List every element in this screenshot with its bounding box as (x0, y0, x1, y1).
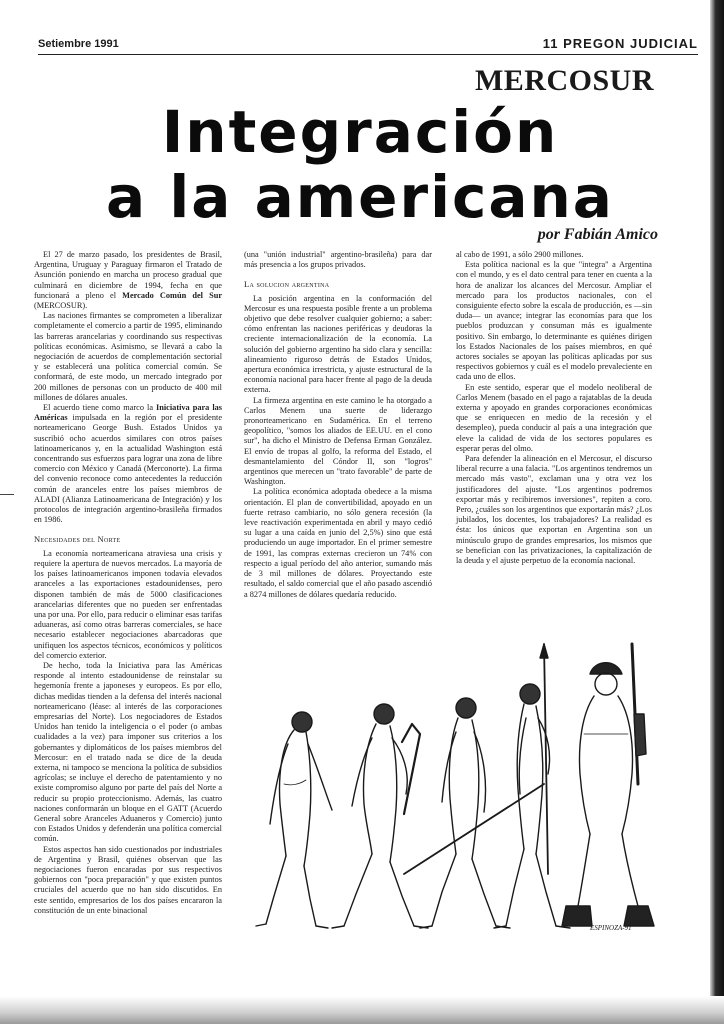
text: El 27 de marzo pasado, los presidentes de Brasil, Argentina, Uruguay y Paraguay firmaron el Tratado de Asunción poniendo en marcha un proceso gradual que culminará en diciembre de 1994, fecha en que funcionará a pleno el (34, 250, 222, 300)
page-header (38, 36, 698, 55)
figure-hominid-2 (332, 704, 428, 928)
headline-line-1: Integración (161, 98, 559, 166)
margin-mark (0, 494, 14, 495)
paragraph: Estos aspectos han sido cuestionados por industriales de Argentina y Brasil, quiénes observan que las negociaciones fueron encaradas por sus respectivos gobiernos con "poca preparación" y que existen puntos cruciales del acuerdo que no han sido discutidos. En este sentido, empresarios de los dos países encararon la constitución de un ente binacional (34, 844, 222, 915)
article-column-2 (244, 250, 432, 600)
paragraph: La economía norteamericana atraviesa una crisis y requiere la apertura de nuevos mercados. La mayoría de los países latinoamericanos imponen todavía elevados aranceles a las exportaciones estadounidenses, pero disponen también de más de 5000 clasificaciones arancelarias diferentes que no pueden ser enfrentadas una por una. Por ello, para reducir o eliminar esas tarifas aduaneras, así como otras barreras comerciales, se hace necesario establecer negociaciones abarcadoras que unifiquen los aspectos técnicos, económicos y políticos del comercio exterior. (34, 548, 222, 660)
subheading: Necesidades del Norte (34, 534, 121, 545)
article-column-3 (456, 250, 652, 566)
subheading: La solucion argentina (244, 279, 330, 290)
byline: por Fabián Amico (537, 226, 658, 243)
article-column-1 (34, 250, 222, 916)
paragraph (34, 403, 222, 525)
figure-hominid-4 (494, 644, 570, 928)
paragraph: Para defender la alineación en el Mercosur, el discurso liberal recurre a una falacia. "Los argentinos tendremos un mercado más vasto", exclaman una y otra vez los justificadores del ajuste. "Los argentinos podremos exportar más y recibiremos inversiones", repiten a coro. Pero, ¿cuáles son los argentinos que exportarán más? ¿Los jubilados, los docentes, los trabajadores? La realidad es ésta: los únicos que exportan en Argentina son un minúsculo grupo de grandes empresarios, los mismos que se benefician con las privatizaciones, la capitalización de la deuda y el ajuste perpetuo de la economía nacional. (456, 454, 652, 566)
text-bold: Iniciativa para las Américas (34, 403, 222, 423)
section-title: MERCOSUR (474, 64, 654, 97)
text-bold: Mercado Común del Sur (122, 290, 222, 300)
paragraph: Las naciones firmantes se comprometen a liberalizar completamente el comercio a partir de 1995, eliminando las barreras arancelarias y coordinando sus respectivas políticas económicas. Asimismo, se llevará a cabo la negociación de acuerdos de complementación sectorial y se establecerá una política comercial común. Se conformará, de este modo, un mercado integrado por 200 millones de personas con un producto de 400 mil millones de dólares anuales. (34, 311, 222, 402)
text: (MERCOSUR). (34, 301, 88, 311)
paragraph: La firmeza argentina en este camino le ha otorgado a Carlos Menem una suerte de liderazgo pronorteamericano en Sudamérica. En el terreno geopolítico, "somos los aliados de EE.UU. en el cono sur", ha dicho el Ministro de Defensa Erman González. El envío de tropas al golfo, la reforma del Estado, el desmantelamiento del Cóndor II, son "logros" argentinos que merecen un "trato favorable" de parte de Washington. (244, 395, 432, 487)
headline-line-2: a la americana (106, 163, 614, 231)
paragraph: Esta política nacional es la que "integra" a Argentina con el mundo, y es el dato central para tener en cuenta a la hora de analizar los alcances del Mercosur. Ampliar el mercado para los productos nacionales, con el consiguiente efecto sobre la escala de producción, es —sin duda— un avance; integrar las economías para que los pueblos produzcan y consuman más es igualmente positivo. Sin embargo, lo determinante es quiénes dirigen los Estados Nacionales de los países miembros, en qué actores sociales se apoyan las políticas aplicadas por sus respectivos gobiernos y cuál es el modelo prevaleciente en cada uno de ellos. (456, 260, 652, 382)
paragraph: De hecho, toda la Iniciativa para las Américas responde al intento estadounidense de reinstalar su hegemonía frente a japoneses y europeos. Es por ello, dichas medidas tienden a la defensa del interés nacional norteamericano (léase: al interés de las corporaciones empresarias del Norte). Los negociadores de Estados Unidos han tenido la inteligencia o el poder (o ambas cualidades a la vez) para imponer sus criterios a los gobernantes y diplomáticos de los países miembros del Mercosur: en el tratado nada se dice de la deuda externa, ni tampoco se menciona la política de subsidios agrícolas; se incluye el derecho de patentamiento y no existe compromiso alguno por parte del país del Norte a reducir su propio proteccionismo. Además, las cuatro naciones conformarán un bloque en el GATT (Acuerdo General sobre Aranceles Aduaneros y Comercio) junto con Estados Unidos y defenderán una política comercial común. (34, 660, 222, 844)
paragraph: al cabo de 1991, a sólo 2900 millones. (456, 250, 584, 259)
paragraph: (una "unión industrial" argentino-brasileña) para dar más presencia a los grupos privados. (244, 250, 432, 270)
paragraph: La posición argentina en la conformación del Mercosur es una respuesta posible frente a un problema objetivo que debe resolver cualquier gobierno; a saber: cómo enfrentan las naciones periféricas y deudoras la creciente internacionalización de la economía. La solución del gobierno argentino ha sido clara y sencilla: alineamiento riguroso detrás de Estados Unidos, apertura económica irrestricta, y ajuste estructural de la economía nacional para hacer frente al pago de la deuda externa. (244, 293, 432, 395)
figure-hominid-1 (256, 712, 332, 928)
paragraph: La política económica adoptada obedece a la misma orientación. El plan de convertibilidad, apoyado en un fuerte retraso cambiario, no sólo genera recesión (la leve reactivación experimentada en abril y mayo cedió su lugar a una caída en junio del 2,5%) sino que está produciendo un auge importador. En el primer semestre de 1991, las compras externas crecieron un 74% con respecto a igual período del año anterior, sumando más de 3 mil millones de dólares. Proyectando este resultado, el saldo comercial que el año pasado ascendió a 8274 millones de dólares quedaría reducido. (244, 487, 432, 599)
scan-bottom-shadow (0, 996, 724, 1024)
evolution-cartoon-illustration (244, 634, 658, 934)
paragraph (34, 250, 222, 311)
paragraph: En este sentido, esperar que el modelo neoliberal de Carlos Menem (basado en el pago a rajatablas de la deuda externa y apoyado en grandes corporaciones económicas que se enriquecen en medio de la recesión y el desempleo), pueda conducir al país a una integración que eleve la calidad de vida de los sectores populares es esperar peras del olmo. (456, 382, 652, 453)
publication-name: 11 PREGON JUDICIAL (542, 36, 698, 51)
text: impulsada en la región por el presidente norteamericano George Bush. Estados Unidos ya suscribió ocho acuerdos similares con otros países latinoamericanos y, en la actualidad Washington está concentrando sus esfuerzos para lograr una zona de libre comercio con México y Canadá (Merconorte). La firma del convenio reconoce como antecedentes la reducción común de aranceles entre los países miembros de ALADI (Alianza Latinoamericana de Integración) y los protocolos de integración argentino-brasileña firmados en 1986. (34, 413, 222, 525)
text: El acuerdo tiene como marco la (43, 403, 157, 413)
issue-date: Setiembre 1991 (38, 38, 119, 50)
illustration-signature: ESPINOZA-91 (590, 924, 632, 932)
page-edge-shadow (710, 0, 724, 1024)
figure-soldier (562, 644, 654, 926)
